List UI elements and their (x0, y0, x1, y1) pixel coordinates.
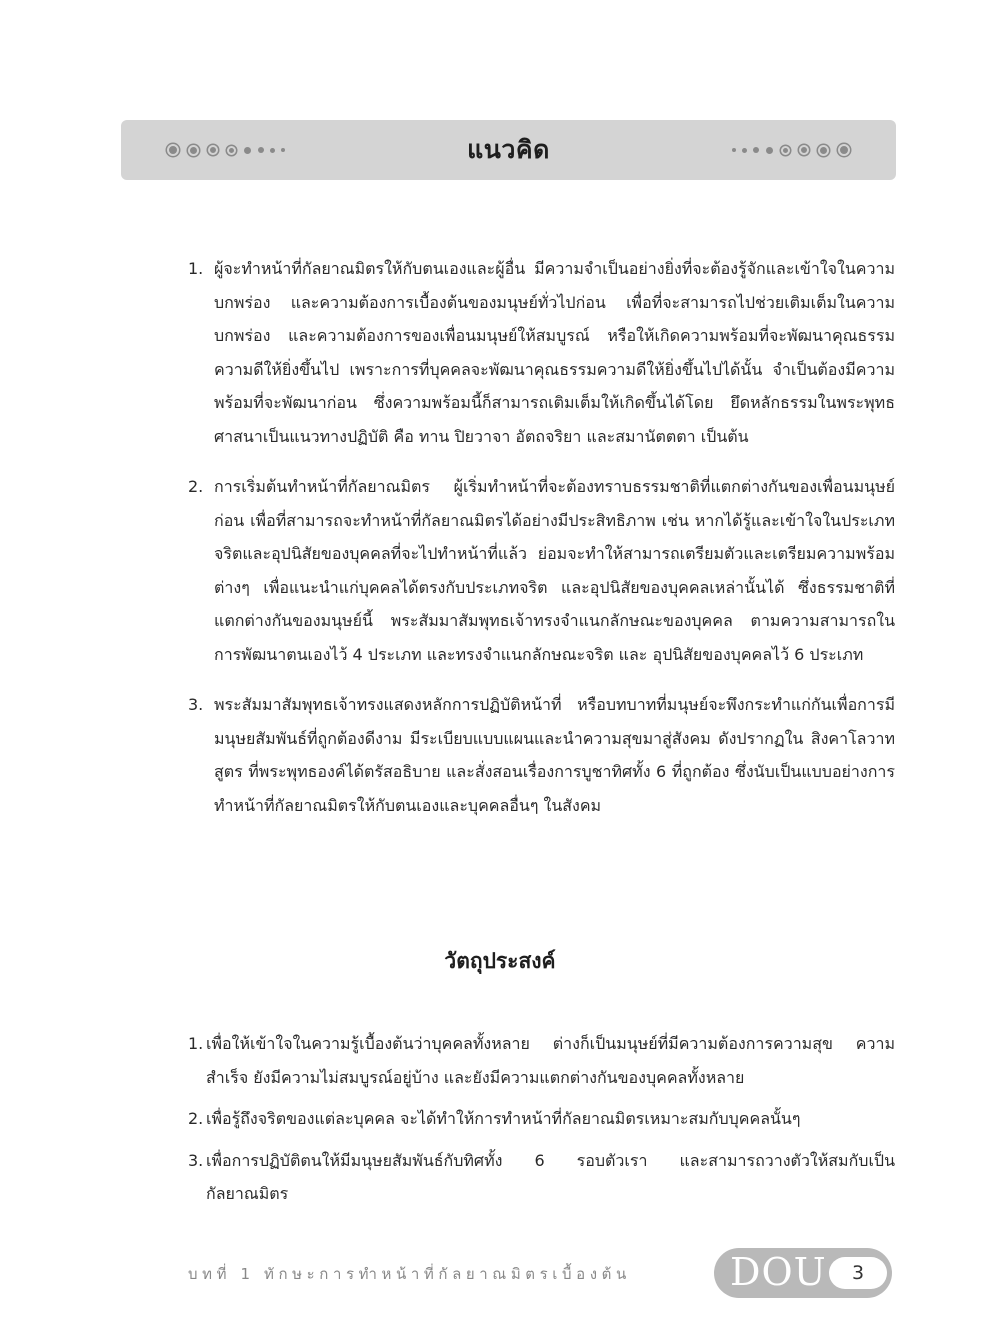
concept-item-text: ผู้จะทำหน้าที่กัลยาณมิตรให้กับตนเองและผู้อื่น มีความจำเป็นอย่างยิ่งที่จะต้องรู้จักและเข้าใจในความบกพร่อง และความต้องการเบื้องต้นของมนุษย์ทั่วไปก่อน เพื่อที่จะสามารถไปช่วยเติมเต็มในความบกพร่อง และความต้องการของเพื่อนมนุษย์ให้สมบูรณ์ หรือให้เกิดความพร้อมที่จะพัฒนาคุณธรรม ความดีให้ยิ่งขึ้นไป เพราะการที่บุคคลจะพัฒนาคุณธรรมความดีให้ยิ่งขึ้นไปได้นั้น จำเป็นต้องมีความพร้อมที่จะพัฒนาก่อน ซึ่งความพร้อมนี้ก็สามารถเติมเต็มให้เกิดขึ้นได้โดย ยึดหลักธรรมในพระพุทธศาสนาเป็นแนวทางปฏิบัติ คือ ทาน ปิยวาจา อัตถจริยา และสมานัตตตา เป็นต้น (214, 259, 895, 446)
objectives-heading: วัตถุประสงค์ (444, 949, 556, 973)
objective-item-number: 1. (188, 1034, 204, 1053)
page-number: 3 (829, 1257, 887, 1289)
concept-item-number: 1. (188, 259, 204, 278)
decorative-dots-right-icon (732, 120, 850, 180)
concept-item (188, 688, 895, 822)
objective-item (188, 1102, 895, 1136)
objective-item-text: เพื่อการปฏิบัติตนให้มีมนุษยสัมพันธ์กับทิศทั้ง 6 รอบตัวเรา และสามารถวางตัวให้สมกับเป็นกัลยาณมิตร (206, 1150, 895, 1203)
concept-item-text: พระสัมมาสัมพุทธเจ้าทรงแสดงหลักการปฏิบัติหน้าที่ หรือบทบาทที่มนุษย์จะพึงกระทำแก่กันเพื่อการมีมนุษยสัมพันธ์ที่ถูกต้องดีงาม มีระเบียบแบบแผนและนำความสุขมาสู่สังคม ดังปรากฏใน สิงคาโลวาทสูตร ที่พระพุทธองค์ได้ตรัสอธิบาย และสั่งสอนเรื่องการบูชาทิศทั้ง 6 ที่ถูกต้อง ซึ่งนับเป็นแบบอย่างการทำหน้าที่กัลยาณมิตรให้กับตนเองและบุคคลอื่นๆ ในสังคม (214, 695, 895, 815)
objective-item-number: 2. (188, 1109, 204, 1128)
objective-item-text: เพื่อรู้ถึงจริตของแต่ละบุคคล จะได้ทำให้การทำหน้าที่กัลยาณมิตรเหมาะสมกับบุคคลนั้นๆ (206, 1109, 801, 1128)
concept-item (188, 470, 895, 671)
concept-item-number: 2. (188, 477, 204, 496)
objectives-list (188, 1027, 895, 1219)
concept-item-number: 3. (188, 695, 204, 714)
page-title: แนวคิด (467, 135, 550, 164)
footer-logo-badge (714, 1248, 892, 1298)
concept-item (188, 252, 895, 453)
concept-list (188, 252, 895, 839)
objective-item (188, 1027, 895, 1094)
objective-item (188, 1144, 895, 1211)
concept-item-text: การเริ่มต้นทำหน้าที่กัลยาณมิตร ผู้เริ่มทำหน้าที่จะต้องทราบธรรมชาติที่แตกต่างกันของเพื่อนมนุษย์ก่อน เพื่อที่สามารถจะทำหน้าที่กัลยาณมิตรได้อย่างมีประสิทธิภาพ เช่น หากได้รู้และเข้าใจในประเภท จริตและอุปนิสัยของบุคคลที่จะไปทำหน้าที่แล้ว ย่อมจะทำให้สามารถเตรียมตัวและเตรียมความพร้อมต่างๆ เพื่อแนะนำแก่บุคคลได้ตรงกับประเภทจริต และอุปนิสัยของบุคคลเหล่านั้นได้ ซึ่งธรรมชาติที่แตกต่างกันของมนุษย์นี้ พระสัมมาสัมพุทธเจ้าทรงจำแนกลักษณะของบุคคล ตามความสามารถในการพัฒนาตนเองไว้ 4 ประเภท และทรงจำแนกลักษณะจริต และ อุปนิสัยของบุคคลไว้ 6 ประเภท (214, 477, 895, 664)
header-bar (121, 120, 896, 180)
objective-item-text: เพื่อให้เข้าใจในความรู้เบื้องต้นว่าบุคคลทั้งหลาย ต่างก็เป็นมนุษย์ที่มีความต้องการความสุข ความสำเร็จ ยังมีความไม่สมบูรณ์อยู่บ้าง และยังมีความแตกต่างกันของบุคคลทั้งหลาย (206, 1034, 895, 1087)
dou-logo: DOU (730, 1250, 827, 1294)
footer-chapter-title: บทที่ 1 ทักษะการทำหน้าที่กัลยาณมิตรเบื้องต้น (188, 1265, 631, 1283)
objective-item-number: 3. (188, 1150, 204, 1170)
